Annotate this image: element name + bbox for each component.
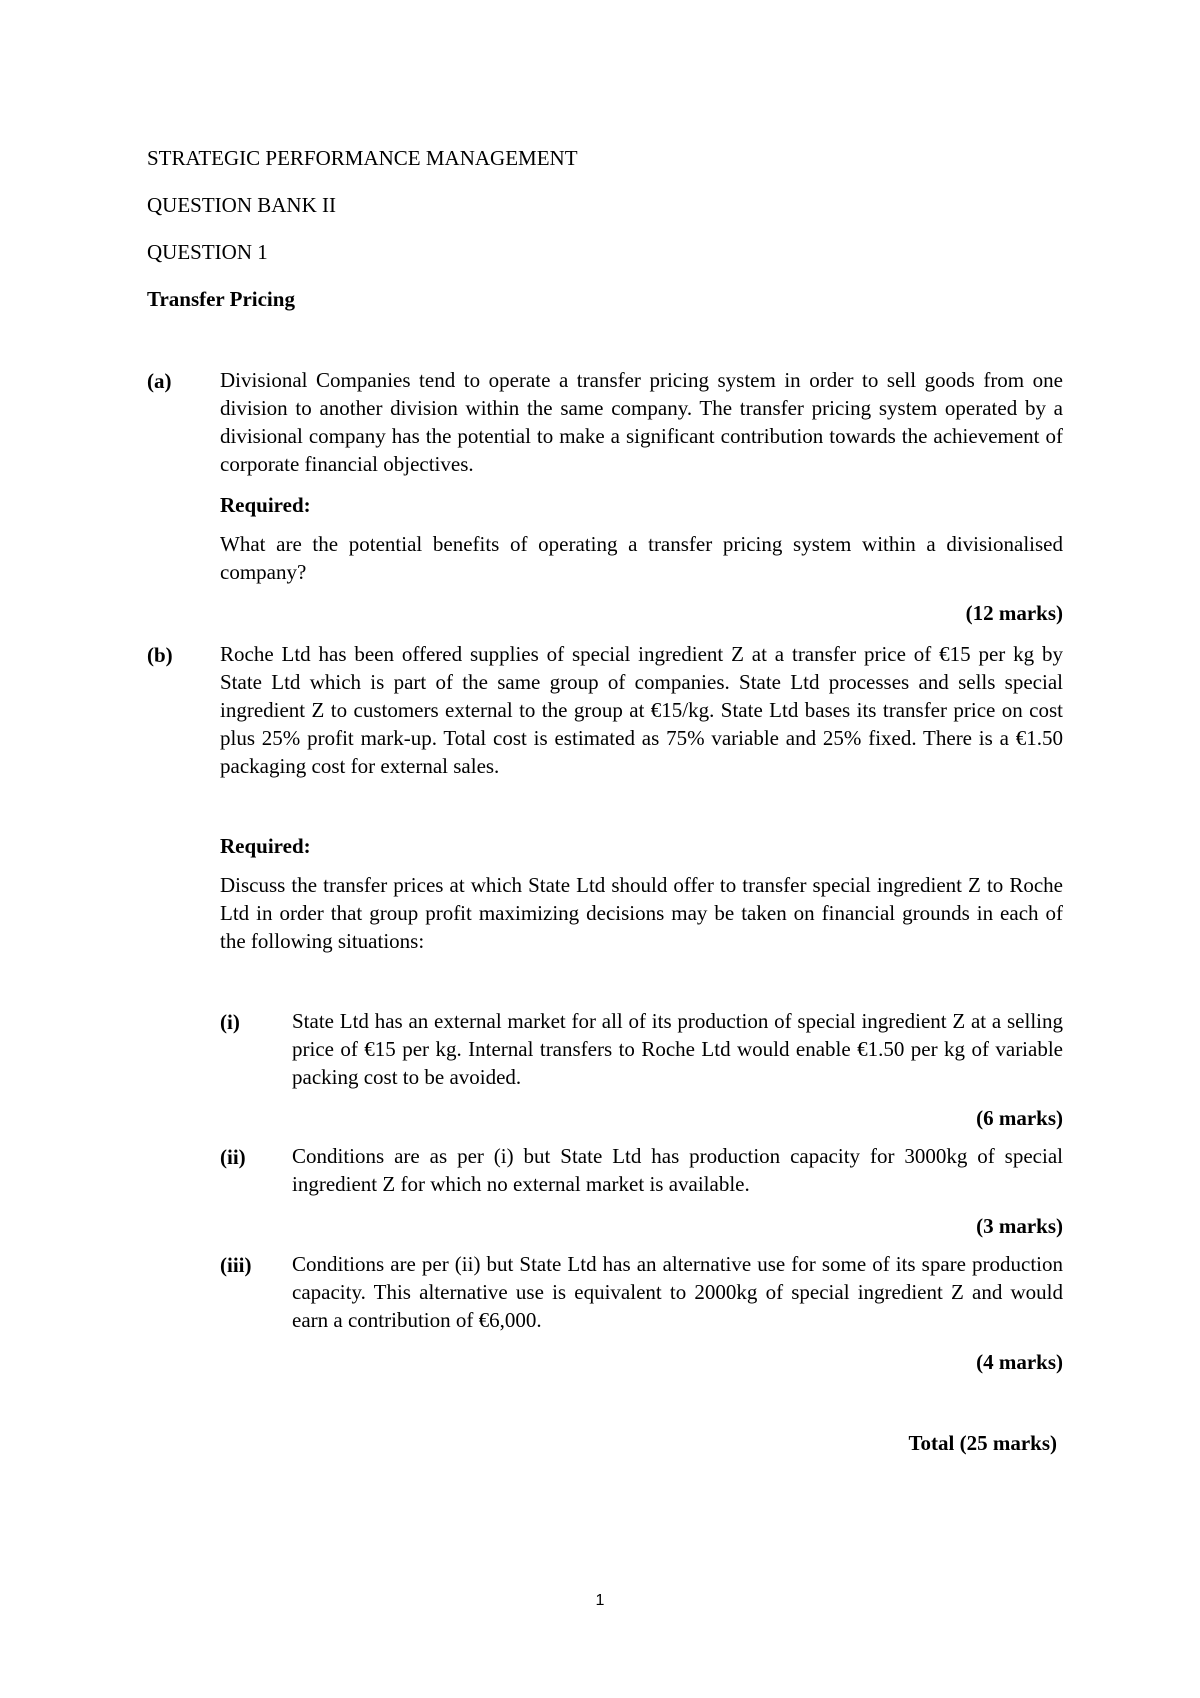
question-bank-heading: QUESTION BANK II xyxy=(147,193,336,217)
part-b-required-label: Required: xyxy=(220,834,311,858)
item-ii-label: (ii) xyxy=(220,1145,246,1169)
document-title: STRATEGIC PERFORMANCE MANAGEMENT xyxy=(147,146,578,170)
part-b-text: Roche Ltd has been offered supplies of special ingredient Z at a transfer price of €15 per kg by State Ltd which is part of the same group of companies. State Ltd processes and sells special ingredient Z to customers external to the group at €15/kg. State Ltd bases its transfer price on cost plus 25% profit mark-up. Total cost is estimated as 75% variable and 25% fixed. There is a €1.50 packaging cost for external sales. xyxy=(220,642,1063,778)
item-ii-text: Conditions are as per (i) but State Ltd has production capacity for 3000kg of special ingredient Z for which no external market is available. xyxy=(292,1144,1063,1196)
page-number: 1 xyxy=(595,1592,605,1609)
question-number-heading: QUESTION 1 xyxy=(147,240,268,264)
part-a-marks: (12 marks) xyxy=(965,601,1063,625)
topic-heading: Transfer Pricing xyxy=(147,287,295,311)
part-a-required-label: Required: xyxy=(220,493,311,517)
part-a-text: Divisional Companies tend to operate a transfer pricing system in order to sell goods from one division to another division within the same company. The transfer pricing system operated by a divisional company has the potential to make a significant contribution towards the achievement of corporate financial objectives. xyxy=(220,368,1063,476)
item-iii-marks: (4 marks) xyxy=(976,1350,1063,1374)
item-i-text: State Ltd has an external market for all of its production of special ingredient Z at a selling price of €15 per kg. Internal transfers to Roche Ltd would enable €1.50 per kg of variable packing cost to be avoided. xyxy=(292,1009,1063,1089)
item-ii-marks: (3 marks) xyxy=(976,1214,1063,1238)
item-i-label: (i) xyxy=(220,1010,240,1034)
item-i-marks: (6 marks) xyxy=(976,1106,1063,1130)
part-b-label: (b) xyxy=(147,643,173,667)
part-a-required-text: What are the potential benefits of operating a transfer pricing system within a divisionalised company? xyxy=(220,532,1063,584)
item-iii-label: (iii) xyxy=(220,1253,252,1277)
item-iii-text: Conditions are per (ii) but State Ltd has an alternative use for some of its spare production capacity. This alternative use is equivalent to 2000kg of special ingredient Z and would earn a contribution of €6,000. xyxy=(292,1252,1063,1332)
part-b-required-text: Discuss the transfer prices at which State Ltd should offer to transfer special ingredient Z to Roche Ltd in order that group profit maximizing decisions may be taken on financial grounds in each of the following situations: xyxy=(220,873,1063,953)
part-a-label: (a) xyxy=(147,369,172,393)
total-marks: Total (25 marks) xyxy=(908,1431,1057,1455)
